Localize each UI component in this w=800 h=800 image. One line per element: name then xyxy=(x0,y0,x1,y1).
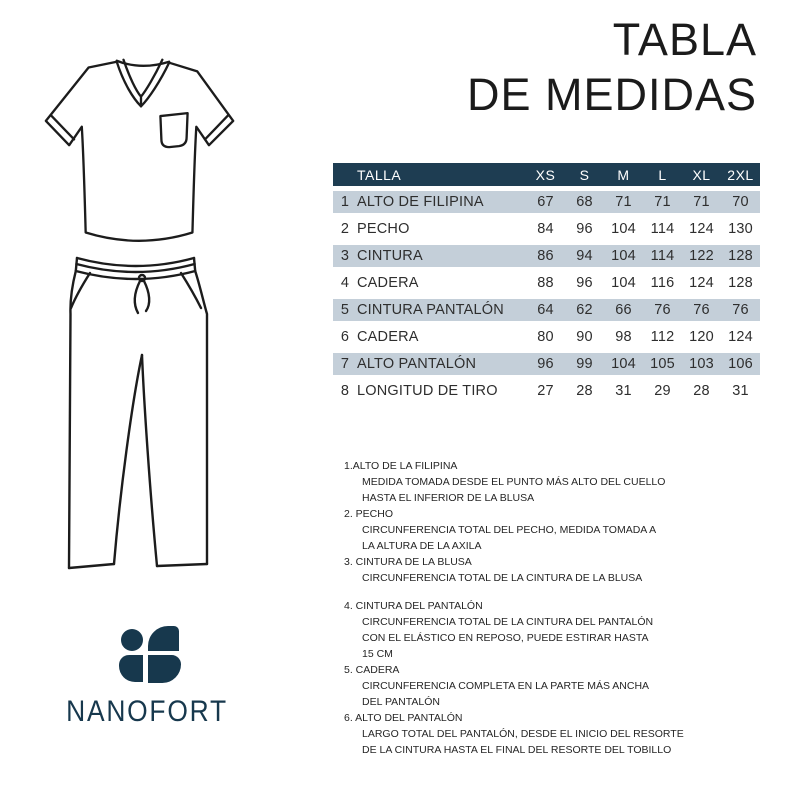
shirt-right-cuff-line xyxy=(205,115,228,139)
note-heading: 3. CINTURA DE LA BLUSA xyxy=(344,556,472,568)
header-size-l: L xyxy=(658,166,667,183)
logo-petal-circle-icon xyxy=(121,629,143,651)
row-value: 64 xyxy=(537,302,554,318)
row-value: 67 xyxy=(537,194,554,210)
pants-left-outer-seam xyxy=(69,271,76,568)
row-number: 3 xyxy=(340,248,350,264)
row-number: 7 xyxy=(340,356,350,372)
pants-waistband-left-end xyxy=(76,258,77,271)
table-row xyxy=(333,380,760,402)
row-value: 71 xyxy=(654,194,671,210)
row-value: 88 xyxy=(537,275,554,291)
row-value: 76 xyxy=(654,302,671,318)
row-value: 28 xyxy=(693,383,710,399)
row-value: 66 xyxy=(615,302,632,318)
row-value: 124 xyxy=(689,221,714,237)
table-row xyxy=(333,353,760,375)
size-table xyxy=(333,163,760,407)
row-value: 112 xyxy=(650,329,675,345)
row-value: 128 xyxy=(728,248,753,264)
row-value: 105 xyxy=(650,356,675,372)
note-line: CIRCUNFERENCIA TOTAL DE LA CINTURA DEL PANTALÓN xyxy=(362,616,654,628)
pants-illustration xyxy=(64,252,216,576)
row-value: 96 xyxy=(576,221,593,237)
note-item xyxy=(344,506,796,554)
row-value: 84 xyxy=(537,221,554,237)
row-label: LONGITUD DE TIRO xyxy=(357,383,498,399)
row-value: 94 xyxy=(576,248,593,264)
note-line: LARGO TOTAL DEL PANTALÓN, DESDE EL INICIO DEL RESORTE xyxy=(362,728,684,740)
pants-left-hem xyxy=(69,564,114,568)
row-value: 114 xyxy=(650,221,675,237)
note-line: 15 CM xyxy=(362,648,393,660)
row-label: ALTO DE FILIPINA xyxy=(357,194,484,210)
table-row xyxy=(333,299,760,321)
row-number: 8 xyxy=(340,383,350,399)
header-size-2xl: 2XL xyxy=(727,166,754,183)
note-item xyxy=(344,598,796,662)
header-size-xs: XS xyxy=(535,166,556,183)
row-value: 80 xyxy=(537,329,554,345)
note-line: LA ALTURA DE LA AXILA xyxy=(362,540,482,552)
row-value: 96 xyxy=(576,275,593,291)
row-value: 124 xyxy=(728,329,753,345)
note-line: CON EL ELÁSTICO EN REPOSO, PUEDE ESTIRAR HASTA xyxy=(362,632,649,644)
row-value: 76 xyxy=(732,302,749,318)
drawstring-right-cord xyxy=(144,281,149,311)
shirt-body-outline xyxy=(46,62,233,241)
row-value: 90 xyxy=(576,329,593,345)
filipina-shirt-illustration xyxy=(42,52,240,250)
pants-right-inner-seam xyxy=(142,355,157,566)
table-row xyxy=(333,191,760,213)
note-heading: 2. PECHO xyxy=(344,508,394,520)
note-heading: 1.ALTO DE LA FILIPINA xyxy=(344,460,458,472)
row-label: CADERA xyxy=(357,275,419,291)
row-value: 31 xyxy=(732,383,749,399)
page-title xyxy=(467,12,757,122)
row-value: 122 xyxy=(689,248,714,264)
note-line: MEDIDA TOMADA DESDE EL PUNTO MÁS ALTO DEL CUELLO xyxy=(362,476,666,488)
brand-name: NANOFORT xyxy=(66,695,228,728)
note-line: CIRCUNFERENCIA COMPLETA EN LA PARTE MÁS ANCHA xyxy=(362,680,650,692)
logo-petal-bottom-left-icon xyxy=(119,655,143,682)
row-value: 116 xyxy=(650,275,675,291)
row-value: 104 xyxy=(611,221,636,237)
note-line: DEL PANTALÓN xyxy=(362,696,440,708)
brand-logo-mark-icon xyxy=(119,626,183,684)
row-value: 27 xyxy=(537,383,554,399)
shirt-pocket xyxy=(160,113,187,147)
note-line: DE LA CINTURA HASTA EL FINAL DEL RESORTE DEL TOBILLO xyxy=(362,744,672,756)
row-value: 28 xyxy=(576,383,593,399)
row-label: CADERA xyxy=(357,329,419,345)
row-value: 103 xyxy=(689,356,714,372)
note-item xyxy=(344,554,796,586)
row-value: 99 xyxy=(576,356,593,372)
table-row xyxy=(333,272,760,294)
pants-waistband-top xyxy=(77,258,194,266)
row-value: 86 xyxy=(537,248,554,264)
drawstring-left-cord xyxy=(135,281,140,313)
row-value: 71 xyxy=(693,194,710,210)
shirt-left-cuff-line xyxy=(51,115,74,139)
row-value: 29 xyxy=(654,383,671,399)
note-item xyxy=(344,662,796,710)
page-title-line1: TABLA xyxy=(612,14,757,65)
row-value: 106 xyxy=(728,356,753,372)
row-number: 5 xyxy=(340,302,350,318)
note-heading: 6. ALTO DEL PANTALÓN xyxy=(344,712,463,724)
row-value: 104 xyxy=(611,275,636,291)
row-value: 104 xyxy=(611,356,636,372)
logo-petal-top-right-icon xyxy=(148,626,179,651)
table-header-row xyxy=(333,163,760,186)
row-number: 4 xyxy=(340,275,350,291)
table-row xyxy=(333,245,760,267)
note-heading: 5. CADERA xyxy=(344,664,400,676)
row-value: 104 xyxy=(611,248,636,264)
table-row xyxy=(333,326,760,348)
pants-right-outer-seam xyxy=(195,271,207,564)
pants-waistband-right-end xyxy=(194,258,195,271)
row-number: 2 xyxy=(340,221,350,237)
row-label: PECHO xyxy=(357,221,410,237)
header-talla-label: TALLA xyxy=(357,166,402,183)
table-row xyxy=(333,218,760,240)
row-value: 71 xyxy=(615,194,632,210)
shirt-vneck-outer xyxy=(117,62,169,107)
pants-right-hem xyxy=(157,564,207,566)
note-item xyxy=(344,710,796,758)
logo-petal-bottom-right-icon xyxy=(148,655,181,683)
row-value: 114 xyxy=(650,248,675,264)
note-line: CIRCUNFERENCIA TOTAL DE LA CINTURA DE LA BLUSA xyxy=(362,572,643,584)
row-value: 31 xyxy=(615,383,632,399)
row-value: 70 xyxy=(732,194,749,210)
header-size-xl: XL xyxy=(692,166,711,183)
note-item xyxy=(344,458,796,506)
header-size-m: M xyxy=(617,166,630,183)
row-number: 6 xyxy=(340,329,350,345)
row-label: CINTURA PANTALÓN xyxy=(357,302,504,318)
note-heading: 4. CINTURA DEL PANTALÓN xyxy=(344,600,483,612)
row-label: ALTO PANTALÓN xyxy=(357,356,477,372)
note-line: CIRCUNFERENCIA TOTAL DEL PECHO, MEDIDA TOMADA A xyxy=(362,524,657,536)
pants-left-inner-seam xyxy=(114,355,142,564)
row-value: 68 xyxy=(576,194,593,210)
page-title-line2: DE MEDIDAS xyxy=(466,69,757,120)
row-value: 124 xyxy=(689,275,714,291)
row-value: 96 xyxy=(537,356,554,372)
row-value: 130 xyxy=(728,221,753,237)
measure-notes xyxy=(344,458,796,758)
row-value: 62 xyxy=(576,302,593,318)
row-value: 128 xyxy=(728,275,753,291)
note-line: HASTA EL INFERIOR DE LA BLUSA xyxy=(362,492,535,504)
row-value: 76 xyxy=(693,302,710,318)
row-label: CINTURA xyxy=(357,248,423,264)
row-number: 1 xyxy=(340,194,350,210)
note-group-top xyxy=(344,458,796,586)
row-value: 120 xyxy=(689,329,714,345)
note-group-bottom xyxy=(344,598,796,758)
row-value: 98 xyxy=(615,329,632,345)
header-size-s: S xyxy=(579,166,590,183)
